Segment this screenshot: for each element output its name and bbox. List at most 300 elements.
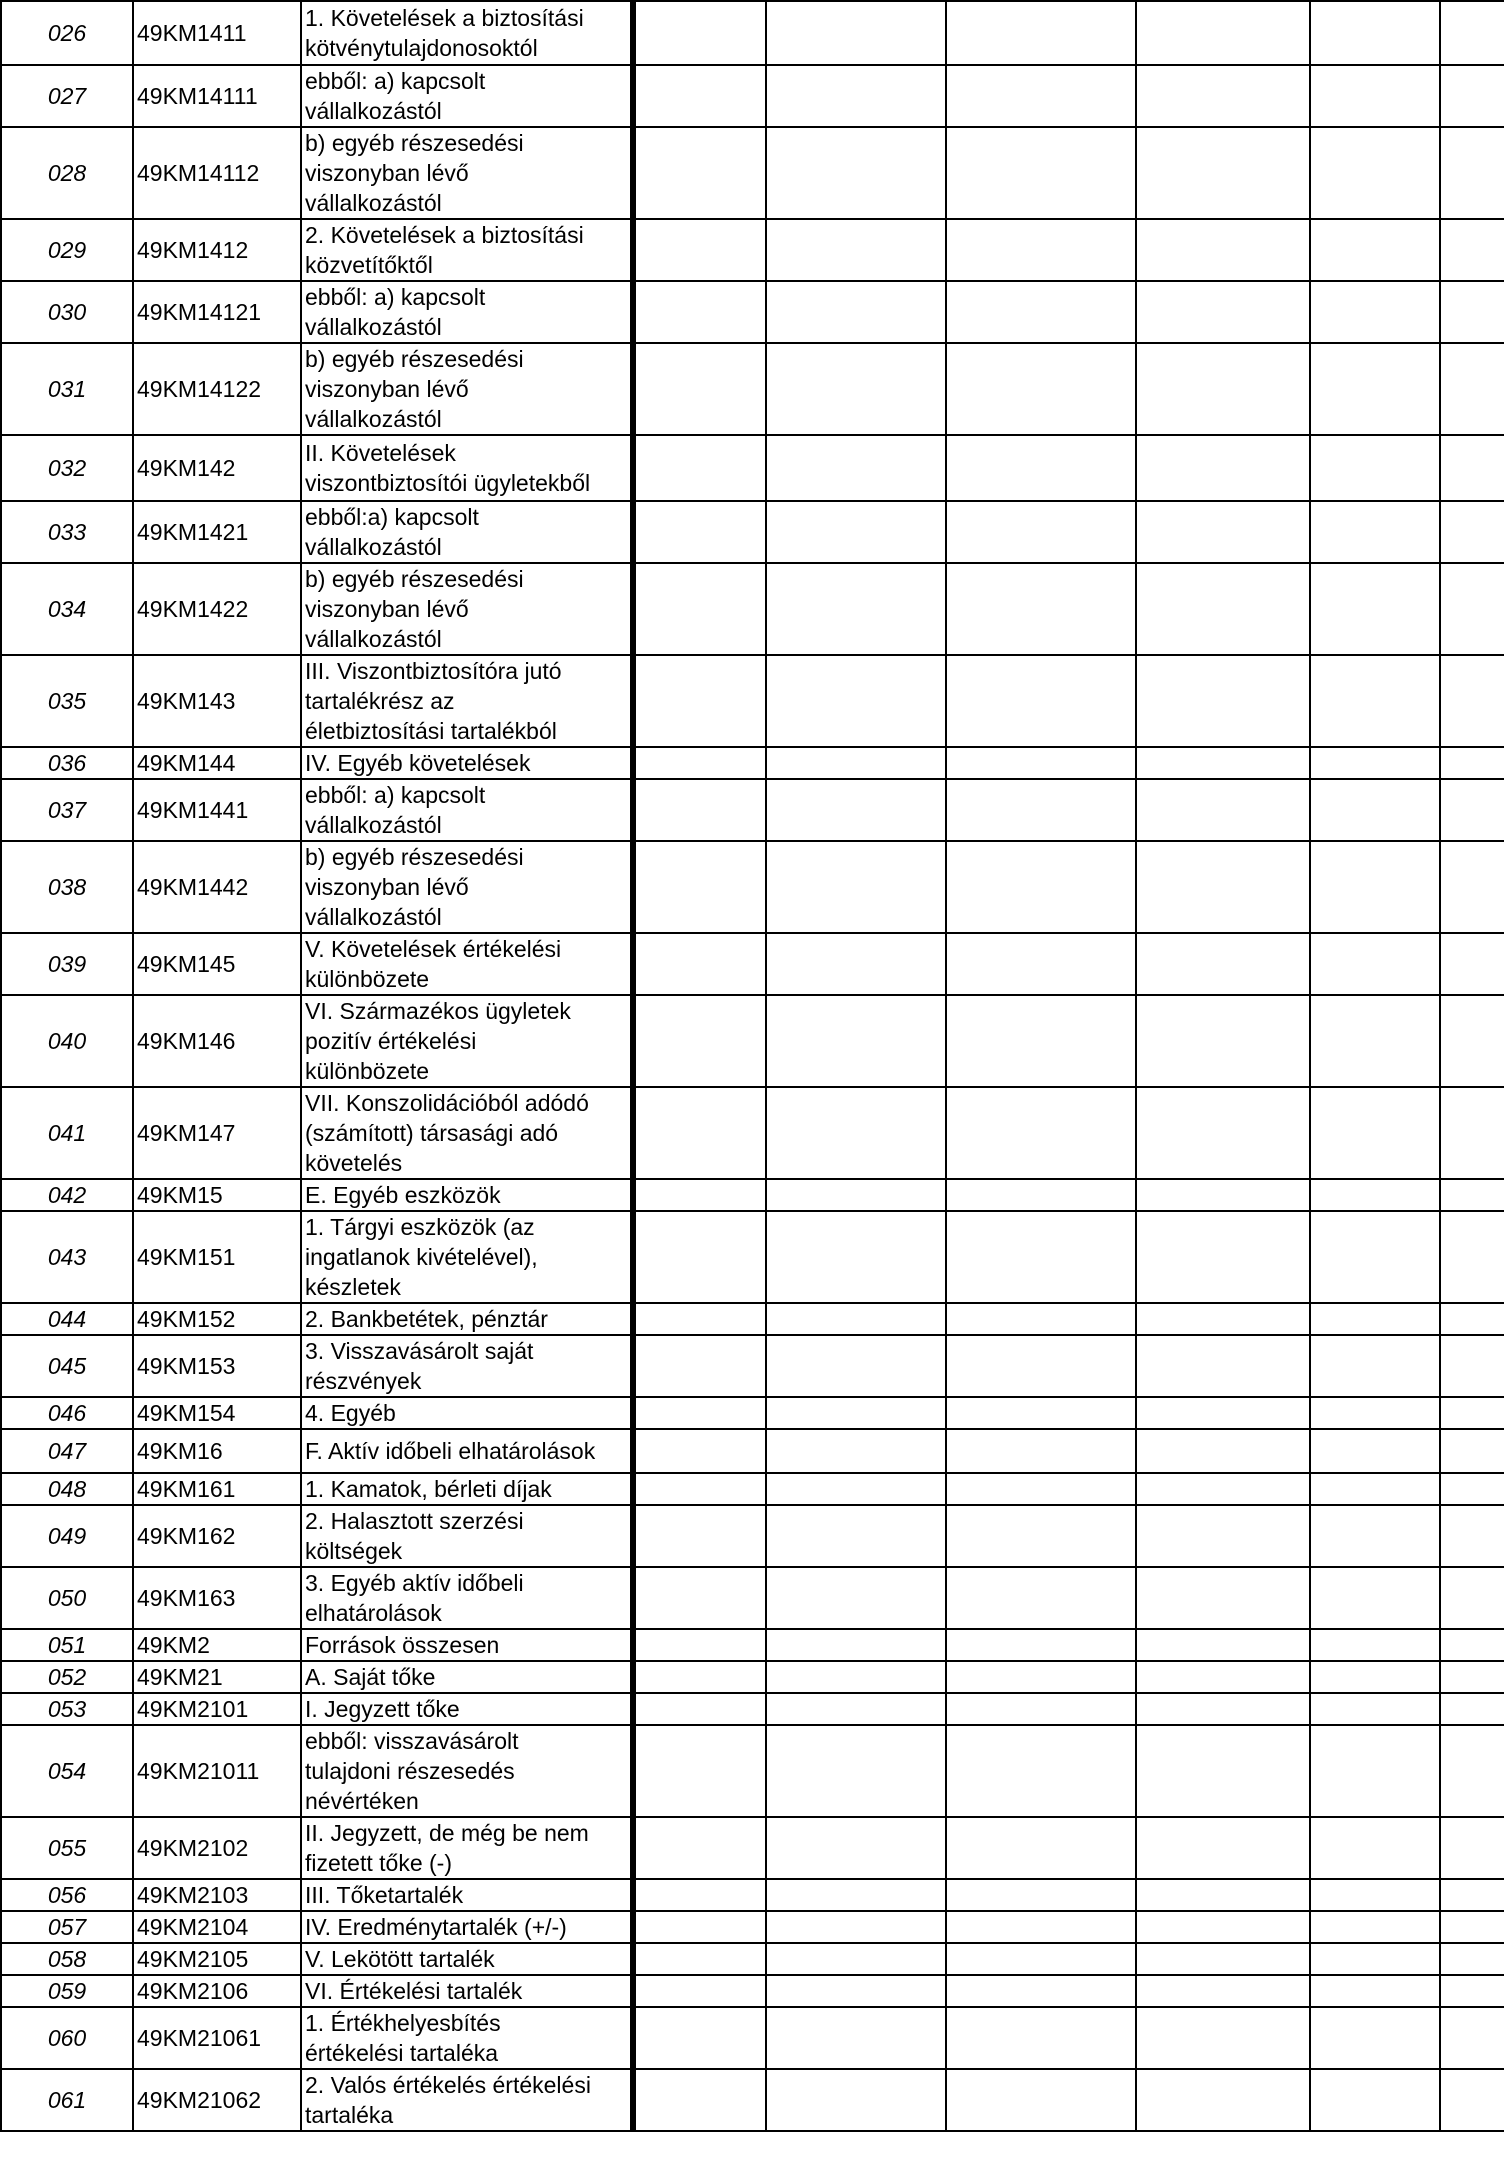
row-code: 49KM2106 <box>133 1975 301 2007</box>
value-cell <box>766 65 946 127</box>
value-cell <box>766 219 946 281</box>
value-cell <box>633 1975 766 2007</box>
value-cell <box>766 1725 946 1817</box>
value-cell <box>633 1943 766 1975</box>
value-cell <box>766 127 946 219</box>
value-cell <box>766 1179 946 1211</box>
value-cell <box>1310 281 1440 343</box>
row-code: 49KM147 <box>133 1087 301 1179</box>
table-row <box>1 841 1504 933</box>
value-cell <box>1136 219 1310 281</box>
value-cell <box>766 563 946 655</box>
value-cell <box>946 1661 1136 1693</box>
row-description: 3. Visszavásárolt saját részvények <box>301 1335 633 1397</box>
value-cell <box>1136 1 1310 65</box>
table-row <box>1 1943 1504 1975</box>
row-description: VII. Konszolidációból adódó (számított) társasági adó követelés <box>301 1087 633 1179</box>
row-code: 49KM2 <box>133 1629 301 1661</box>
value-cell <box>1136 1661 1310 1693</box>
row-description: I. Jegyzett tőke <box>301 1693 633 1725</box>
table-row <box>1 1629 1504 1661</box>
value-cell <box>1136 2007 1310 2069</box>
table-row <box>1 1975 1504 2007</box>
row-description: F. Aktív időbeli elhatárolások <box>301 1429 633 1473</box>
table-row <box>1 563 1504 655</box>
value-cell <box>1440 1725 1504 1817</box>
value-cell <box>633 1629 766 1661</box>
value-cell <box>766 1943 946 1975</box>
value-cell <box>1440 1661 1504 1693</box>
row-code: 49KM14111 <box>133 65 301 127</box>
value-cell <box>1440 1505 1504 1567</box>
row-number: 034 <box>1 563 133 655</box>
table-row <box>1 1505 1504 1567</box>
row-description: 2. Halasztott szerzési költségek <box>301 1505 633 1567</box>
value-cell <box>1310 1975 1440 2007</box>
value-cell <box>1136 1211 1310 1303</box>
value-cell <box>1310 563 1440 655</box>
value-cell <box>1136 1693 1310 1725</box>
value-cell <box>1440 1943 1504 1975</box>
value-cell <box>946 65 1136 127</box>
value-cell <box>633 2069 766 2131</box>
value-cell <box>633 1303 766 1335</box>
value-cell <box>1136 747 1310 779</box>
row-description: A. Saját tőke <box>301 1661 633 1693</box>
row-number: 052 <box>1 1661 133 1693</box>
row-code: 49KM1422 <box>133 563 301 655</box>
row-code: 49KM1441 <box>133 779 301 841</box>
value-cell <box>1440 1975 1504 2007</box>
row-code: 49KM145 <box>133 933 301 995</box>
row-code: 49KM21 <box>133 1661 301 1693</box>
table-row <box>1 779 1504 841</box>
row-code: 49KM151 <box>133 1211 301 1303</box>
value-cell <box>633 1473 766 1505</box>
row-number: 054 <box>1 1725 133 1817</box>
value-cell <box>766 281 946 343</box>
value-cell <box>1310 1693 1440 1725</box>
table-row <box>1 1817 1504 1879</box>
value-cell <box>946 1693 1136 1725</box>
value-cell <box>1440 2007 1504 2069</box>
value-cell <box>1440 1179 1504 1211</box>
value-cell <box>766 841 946 933</box>
value-cell <box>946 1567 1136 1629</box>
value-cell <box>1310 1879 1440 1911</box>
value-cell <box>1440 1629 1504 1661</box>
row-description: 1. Tárgyi eszközök (az ingatlanok kivételével), készletek <box>301 1211 633 1303</box>
row-code: 49KM21061 <box>133 2007 301 2069</box>
value-cell <box>946 1179 1136 1211</box>
value-cell <box>1310 65 1440 127</box>
row-number: 051 <box>1 1629 133 1661</box>
row-number: 055 <box>1 1817 133 1879</box>
value-cell <box>1440 1473 1504 1505</box>
value-cell <box>1310 1911 1440 1943</box>
value-cell <box>946 1303 1136 1335</box>
row-number: 028 <box>1 127 133 219</box>
table-row <box>1 501 1504 563</box>
value-cell <box>633 1725 766 1817</box>
row-description: III. Viszontbiztosítóra jutó tartalékrész az életbiztosítási tartalékból <box>301 655 633 747</box>
value-cell <box>633 1429 766 1473</box>
row-number: 033 <box>1 501 133 563</box>
value-cell <box>633 1397 766 1429</box>
row-description: II. Követelések viszontbiztosítói ügyletekből <box>301 435 633 501</box>
row-number: 040 <box>1 995 133 1087</box>
value-cell <box>946 1505 1136 1567</box>
row-description: 1. Követelések a biztosítási kötvénytulajdonosoktól <box>301 1 633 65</box>
table-row <box>1 1397 1504 1429</box>
table-row <box>1 995 1504 1087</box>
row-description: V. Lekötött tartalék <box>301 1943 633 1975</box>
row-code: 49KM15 <box>133 1179 301 1211</box>
value-cell <box>1136 655 1310 747</box>
table-row <box>1 1879 1504 1911</box>
value-cell <box>1310 1 1440 65</box>
value-cell <box>633 1817 766 1879</box>
value-cell <box>1310 995 1440 1087</box>
value-cell <box>766 1693 946 1725</box>
value-cell <box>946 1879 1136 1911</box>
value-cell <box>946 779 1136 841</box>
row-code: 49KM152 <box>133 1303 301 1335</box>
value-cell <box>946 1817 1136 1879</box>
value-cell <box>946 1975 1136 2007</box>
value-cell <box>633 127 766 219</box>
value-cell <box>633 1335 766 1397</box>
row-code: 49KM146 <box>133 995 301 1087</box>
value-cell <box>766 2007 946 2069</box>
value-cell <box>766 1661 946 1693</box>
row-code: 49KM14122 <box>133 343 301 435</box>
value-cell <box>766 747 946 779</box>
value-cell <box>946 1087 1136 1179</box>
row-description: VI. Értékelési tartalék <box>301 1975 633 2007</box>
value-cell <box>633 933 766 995</box>
value-cell <box>633 1505 766 1567</box>
row-number: 059 <box>1 1975 133 2007</box>
row-number: 044 <box>1 1303 133 1335</box>
row-code: 49KM21062 <box>133 2069 301 2131</box>
row-code: 49KM1412 <box>133 219 301 281</box>
value-cell <box>1310 655 1440 747</box>
value-cell <box>1136 1725 1310 1817</box>
row-number: 035 <box>1 655 133 747</box>
table-row <box>1 1179 1504 1211</box>
value-cell <box>1440 281 1504 343</box>
row-description: b) egyéb részesedési viszonyban lévő vállalkozástól <box>301 127 633 219</box>
row-code: 49KM2105 <box>133 1943 301 1975</box>
value-cell <box>946 219 1136 281</box>
value-cell <box>1310 1505 1440 1567</box>
row-number: 038 <box>1 841 133 933</box>
value-cell <box>1440 127 1504 219</box>
row-description: II. Jegyzett, de még be nem fizetett tőke (-) <box>301 1817 633 1879</box>
value-cell <box>1310 1211 1440 1303</box>
table-row <box>1 1087 1504 1179</box>
value-cell <box>766 435 946 501</box>
value-cell <box>1440 1211 1504 1303</box>
row-number: 049 <box>1 1505 133 1567</box>
value-cell <box>1136 841 1310 933</box>
value-cell <box>633 1693 766 1725</box>
table-row <box>1 933 1504 995</box>
table-row <box>1 1725 1504 1817</box>
row-description: ebből: a) kapcsolt vállalkozástól <box>301 779 633 841</box>
value-cell <box>946 1 1136 65</box>
value-cell <box>1440 1817 1504 1879</box>
value-cell <box>1136 1397 1310 1429</box>
row-description: 2. Követelések a biztosítási közvetítőktől <box>301 219 633 281</box>
value-cell <box>1310 435 1440 501</box>
value-cell <box>1310 779 1440 841</box>
row-description: ebből:a) kapcsolt vállalkozástól <box>301 501 633 563</box>
value-cell <box>1440 563 1504 655</box>
row-code: 49KM1442 <box>133 841 301 933</box>
value-cell <box>1310 501 1440 563</box>
value-cell <box>766 343 946 435</box>
value-cell <box>633 1211 766 1303</box>
row-number: 045 <box>1 1335 133 1397</box>
row-number: 026 <box>1 1 133 65</box>
table-row <box>1 2069 1504 2131</box>
value-cell <box>633 779 766 841</box>
value-cell <box>1440 501 1504 563</box>
value-cell <box>633 435 766 501</box>
value-cell <box>633 841 766 933</box>
table-row <box>1 219 1504 281</box>
value-cell <box>1136 1303 1310 1335</box>
row-description: III. Tőketartalék <box>301 1879 633 1911</box>
value-cell <box>633 343 766 435</box>
row-code: 49KM163 <box>133 1567 301 1629</box>
value-cell <box>1310 1179 1440 1211</box>
value-cell <box>1440 2069 1504 2131</box>
value-cell <box>946 501 1136 563</box>
value-cell <box>633 1911 766 1943</box>
value-cell <box>766 1817 946 1879</box>
row-number: 030 <box>1 281 133 343</box>
value-cell <box>1310 1087 1440 1179</box>
value-cell <box>1136 1975 1310 2007</box>
value-cell <box>1440 1397 1504 1429</box>
value-cell <box>1136 1473 1310 1505</box>
value-cell <box>766 779 946 841</box>
table-row <box>1 1567 1504 1629</box>
row-number: 046 <box>1 1397 133 1429</box>
value-cell <box>1440 1429 1504 1473</box>
value-cell <box>946 747 1136 779</box>
value-cell <box>766 501 946 563</box>
row-number: 037 <box>1 779 133 841</box>
value-cell <box>946 281 1136 343</box>
value-cell <box>766 1567 946 1629</box>
table-row <box>1 1303 1504 1335</box>
value-cell <box>1310 1661 1440 1693</box>
row-code: 49KM14112 <box>133 127 301 219</box>
value-cell <box>1136 1179 1310 1211</box>
row-number: 058 <box>1 1943 133 1975</box>
value-cell <box>946 435 1136 501</box>
value-cell <box>766 2069 946 2131</box>
value-cell <box>1440 933 1504 995</box>
row-number: 047 <box>1 1429 133 1473</box>
value-cell <box>1136 435 1310 501</box>
row-number: 057 <box>1 1911 133 1943</box>
row-code: 49KM16 <box>133 1429 301 1473</box>
value-cell <box>1136 1429 1310 1473</box>
value-cell <box>1136 995 1310 1087</box>
value-cell <box>633 281 766 343</box>
row-number: 029 <box>1 219 133 281</box>
value-cell <box>633 2007 766 2069</box>
table-row <box>1 127 1504 219</box>
value-cell <box>946 2007 1136 2069</box>
row-code: 49KM1411 <box>133 1 301 65</box>
row-code: 49KM2104 <box>133 1911 301 1943</box>
table-row <box>1 1 1504 65</box>
value-cell <box>946 1473 1136 1505</box>
row-number: 032 <box>1 435 133 501</box>
row-number: 048 <box>1 1473 133 1505</box>
row-number: 041 <box>1 1087 133 1179</box>
value-cell <box>633 1087 766 1179</box>
table-row <box>1 1473 1504 1505</box>
value-cell <box>766 1335 946 1397</box>
row-number: 061 <box>1 2069 133 2131</box>
row-description: 3. Egyéb aktív időbeli elhatárolások <box>301 1567 633 1629</box>
value-cell <box>766 995 946 1087</box>
value-cell <box>766 1211 946 1303</box>
value-cell <box>1440 1335 1504 1397</box>
value-cell <box>946 1429 1136 1473</box>
value-cell <box>1310 1303 1440 1335</box>
row-description: VI. Származékos ügyletek pozitív értékelési különbözete <box>301 995 633 1087</box>
table-row <box>1 435 1504 501</box>
value-cell <box>1136 1567 1310 1629</box>
value-cell <box>1310 2007 1440 2069</box>
value-cell <box>633 1661 766 1693</box>
value-cell <box>1136 1087 1310 1179</box>
row-number: 053 <box>1 1693 133 1725</box>
value-cell <box>1136 1943 1310 1975</box>
value-cell <box>946 127 1136 219</box>
row-number: 043 <box>1 1211 133 1303</box>
value-cell <box>633 1879 766 1911</box>
value-cell <box>946 1397 1136 1429</box>
row-description: 2. Bankbetétek, pénztár <box>301 1303 633 1335</box>
value-cell <box>1136 1335 1310 1397</box>
value-cell <box>946 1911 1136 1943</box>
row-code: 49KM142 <box>133 435 301 501</box>
row-code: 49KM153 <box>133 1335 301 1397</box>
row-code: 49KM154 <box>133 1397 301 1429</box>
value-cell <box>1136 65 1310 127</box>
value-cell <box>1136 563 1310 655</box>
row-code: 49KM2103 <box>133 1879 301 1911</box>
value-cell <box>1136 127 1310 219</box>
value-cell <box>946 1211 1136 1303</box>
row-number: 056 <box>1 1879 133 1911</box>
value-cell <box>1310 933 1440 995</box>
value-cell <box>946 655 1136 747</box>
value-cell <box>1136 1911 1310 1943</box>
table-row <box>1 1211 1504 1303</box>
row-description: 2. Valós értékelés értékelési tartaléka <box>301 2069 633 2131</box>
value-cell <box>1440 1567 1504 1629</box>
row-number: 039 <box>1 933 133 995</box>
value-cell <box>1310 1397 1440 1429</box>
row-description: IV. Eredménytartalék (+/-) <box>301 1911 633 1943</box>
row-description: b) egyéb részesedési viszonyban lévő vállalkozástól <box>301 343 633 435</box>
row-description: IV. Egyéb követelések <box>301 747 633 779</box>
value-cell <box>1440 995 1504 1087</box>
table-row <box>1 1911 1504 1943</box>
row-code: 49KM144 <box>133 747 301 779</box>
value-cell <box>1440 1087 1504 1179</box>
value-cell <box>1440 1879 1504 1911</box>
value-cell <box>633 1 766 65</box>
value-cell <box>1310 343 1440 435</box>
value-cell <box>1440 1911 1504 1943</box>
row-code: 49KM14121 <box>133 281 301 343</box>
table-row <box>1 343 1504 435</box>
value-cell <box>766 1505 946 1567</box>
row-description: ebből: a) kapcsolt vállalkozástól <box>301 281 633 343</box>
row-code: 49KM162 <box>133 1505 301 1567</box>
value-cell <box>1310 127 1440 219</box>
value-cell <box>766 1879 946 1911</box>
row-description: b) egyéb részesedési viszonyban lévő vállalkozástól <box>301 841 633 933</box>
value-cell <box>766 1397 946 1429</box>
value-cell <box>1136 501 1310 563</box>
row-description: ebből: visszavásárolt tulajdoni részesedés névértéken <box>301 1725 633 1817</box>
value-cell <box>1440 655 1504 747</box>
value-cell <box>1310 1817 1440 1879</box>
value-cell <box>1136 1817 1310 1879</box>
value-cell <box>946 1725 1136 1817</box>
table-row <box>1 1661 1504 1693</box>
table-row <box>1 281 1504 343</box>
value-cell <box>633 563 766 655</box>
row-number: 050 <box>1 1567 133 1629</box>
row-description: 4. Egyéb <box>301 1397 633 1429</box>
value-cell <box>766 1303 946 1335</box>
row-number: 060 <box>1 2007 133 2069</box>
value-cell <box>946 343 1136 435</box>
row-description: ebből: a) kapcsolt vállalkozástól <box>301 65 633 127</box>
value-cell <box>946 563 1136 655</box>
row-number: 027 <box>1 65 133 127</box>
value-cell <box>946 995 1136 1087</box>
row-code: 49KM161 <box>133 1473 301 1505</box>
value-cell <box>766 1975 946 2007</box>
table-row <box>1 655 1504 747</box>
value-cell <box>1440 1 1504 65</box>
row-number: 036 <box>1 747 133 779</box>
value-cell <box>1440 779 1504 841</box>
row-code: 49KM21011 <box>133 1725 301 1817</box>
value-cell <box>946 933 1136 995</box>
row-description: V. Követelések értékelési különbözete <box>301 933 633 995</box>
value-cell <box>633 219 766 281</box>
value-cell <box>766 933 946 995</box>
table-row <box>1 65 1504 127</box>
value-cell <box>1440 1303 1504 1335</box>
value-cell <box>1440 747 1504 779</box>
